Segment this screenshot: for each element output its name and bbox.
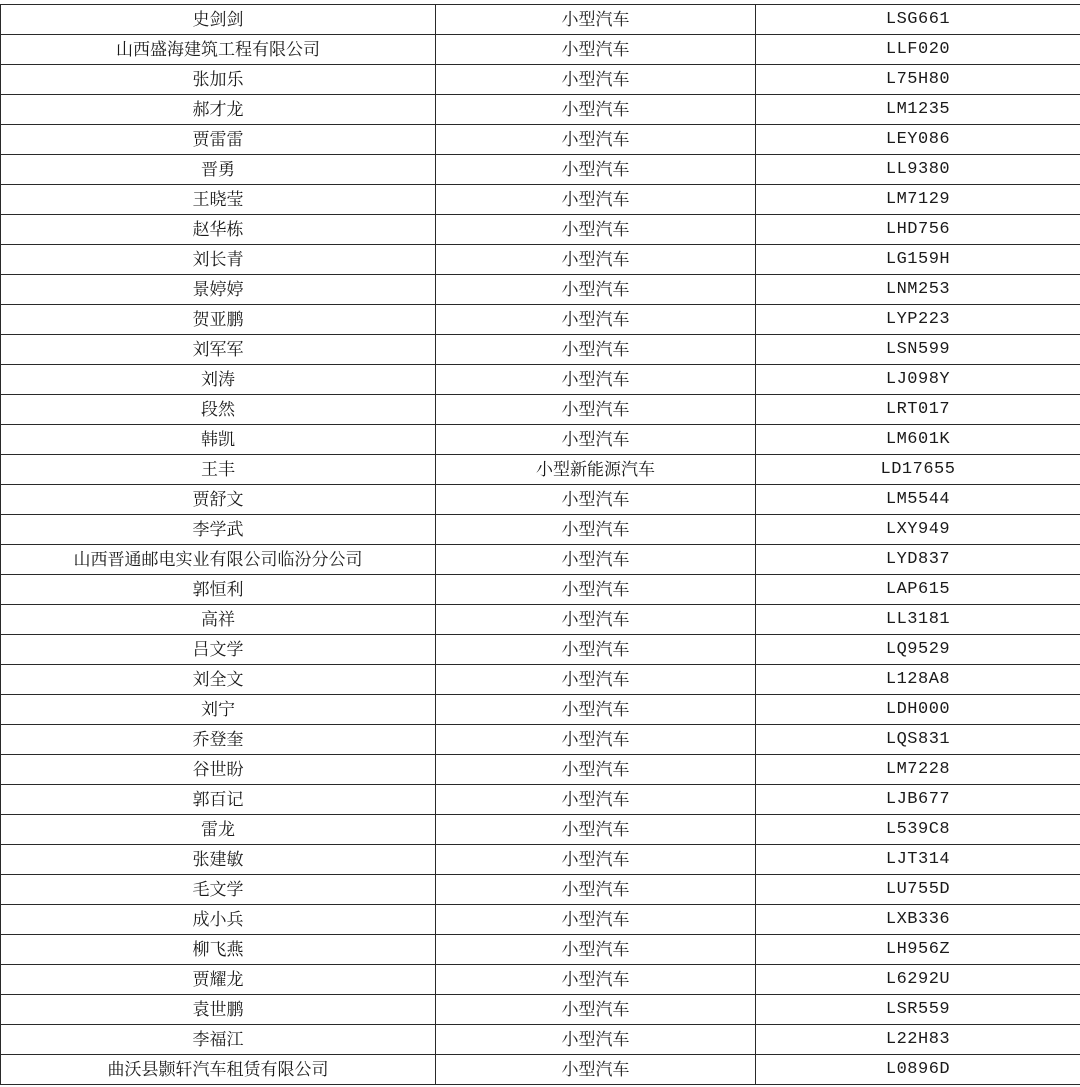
plate-number-cell: LH956Z bbox=[756, 935, 1080, 965]
plate-number-cell: LSN599 bbox=[756, 335, 1080, 365]
vehicle-type-cell: 小型汽车 bbox=[436, 1055, 756, 1085]
vehicle-type-cell: 小型汽车 bbox=[436, 1025, 756, 1055]
vehicle-type-cell: 小型汽车 bbox=[436, 995, 756, 1025]
owner-name-cell: 雷龙 bbox=[1, 815, 436, 845]
plate-number-cell: LM5544 bbox=[756, 485, 1080, 515]
plate-number-cell: L75H80 bbox=[756, 65, 1080, 95]
plate-number-cell: LYD837 bbox=[756, 545, 1080, 575]
vehicle-type-cell: 小型汽车 bbox=[436, 845, 756, 875]
table-row bbox=[1, 95, 1080, 125]
plate-number-cell: LDH000 bbox=[756, 695, 1080, 725]
owner-name-cell: 郭百记 bbox=[1, 785, 436, 815]
vehicle-type-cell: 小型新能源汽车 bbox=[436, 455, 756, 485]
table-row bbox=[1, 635, 1080, 665]
plate-number-cell: LM7129 bbox=[756, 185, 1080, 215]
vehicle-type-cell: 小型汽车 bbox=[436, 965, 756, 995]
plate-number-cell: LNM253 bbox=[756, 275, 1080, 305]
plate-number-cell: LM7228 bbox=[756, 755, 1080, 785]
vehicle-type-cell: 小型汽车 bbox=[436, 425, 756, 455]
vehicle-type-cell: 小型汽车 bbox=[436, 755, 756, 785]
table-row bbox=[1, 335, 1080, 365]
vehicle-type-cell: 小型汽车 bbox=[436, 485, 756, 515]
vehicle-type-cell: 小型汽车 bbox=[436, 635, 756, 665]
table-row bbox=[1, 755, 1080, 785]
vehicle-type-cell: 小型汽车 bbox=[436, 155, 756, 185]
vehicle-type-cell: 小型汽车 bbox=[436, 245, 756, 275]
table-row bbox=[1, 35, 1080, 65]
vehicle-type-cell: 小型汽车 bbox=[436, 935, 756, 965]
plate-number-cell: LJ098Y bbox=[756, 365, 1080, 395]
owner-name-cell: 郝才龙 bbox=[1, 95, 436, 125]
table-row bbox=[1, 305, 1080, 335]
plate-number-cell: LU755D bbox=[756, 875, 1080, 905]
owner-name-cell: 毛文学 bbox=[1, 875, 436, 905]
plate-number-cell: L6292U bbox=[756, 965, 1080, 995]
vehicle-owner-table bbox=[0, 4, 1080, 1085]
owner-name-cell: 韩凯 bbox=[1, 425, 436, 455]
plate-number-cell: LD17655 bbox=[756, 455, 1080, 485]
table-row bbox=[1, 185, 1080, 215]
owner-name-cell: 王丰 bbox=[1, 455, 436, 485]
owner-name-cell: 张建敏 bbox=[1, 845, 436, 875]
table-row bbox=[1, 815, 1080, 845]
owner-name-cell: 段然 bbox=[1, 395, 436, 425]
owner-name-cell: 贾舒文 bbox=[1, 485, 436, 515]
table-row bbox=[1, 605, 1080, 635]
plate-number-cell: L539C8 bbox=[756, 815, 1080, 845]
vehicle-type-cell: 小型汽车 bbox=[436, 5, 756, 35]
vehicle-type-cell: 小型汽车 bbox=[436, 725, 756, 755]
table-row bbox=[1, 965, 1080, 995]
vehicle-type-cell: 小型汽车 bbox=[436, 185, 756, 215]
owner-name-cell: 刘全文 bbox=[1, 665, 436, 695]
vehicle-type-cell: 小型汽车 bbox=[436, 815, 756, 845]
owner-name-cell: 赵华栋 bbox=[1, 215, 436, 245]
owner-name-cell: 曲沃县颢轩汽车租赁有限公司 bbox=[1, 1055, 436, 1085]
vehicle-type-cell: 小型汽车 bbox=[436, 905, 756, 935]
vehicle-type-cell: 小型汽车 bbox=[436, 665, 756, 695]
table-row bbox=[1, 845, 1080, 875]
plate-number-cell: LQS831 bbox=[756, 725, 1080, 755]
plate-number-cell: LEY086 bbox=[756, 125, 1080, 155]
vehicle-type-cell: 小型汽车 bbox=[436, 335, 756, 365]
owner-name-cell: 晋勇 bbox=[1, 155, 436, 185]
owner-name-cell: 刘宁 bbox=[1, 695, 436, 725]
plate-number-cell: LXB336 bbox=[756, 905, 1080, 935]
plate-number-cell: LQ9529 bbox=[756, 635, 1080, 665]
owner-name-cell: 王晓莹 bbox=[1, 185, 436, 215]
owner-name-cell: 史剑剑 bbox=[1, 5, 436, 35]
plate-number-cell: LM601K bbox=[756, 425, 1080, 455]
table-row bbox=[1, 515, 1080, 545]
table-body bbox=[1, 5, 1080, 1085]
owner-name-cell: 贺亚鹏 bbox=[1, 305, 436, 335]
plate-number-cell: LXY949 bbox=[756, 515, 1080, 545]
vehicle-type-cell: 小型汽车 bbox=[436, 515, 756, 545]
table-row bbox=[1, 995, 1080, 1025]
table-row bbox=[1, 785, 1080, 815]
plate-number-cell: LL9380 bbox=[756, 155, 1080, 185]
owner-name-cell: 刘长青 bbox=[1, 245, 436, 275]
table-row bbox=[1, 5, 1080, 35]
owner-name-cell: 袁世鹏 bbox=[1, 995, 436, 1025]
table-row bbox=[1, 665, 1080, 695]
table-row bbox=[1, 485, 1080, 515]
plate-number-cell: LM1235 bbox=[756, 95, 1080, 125]
vehicle-type-cell: 小型汽车 bbox=[436, 545, 756, 575]
owner-name-cell: 刘涛 bbox=[1, 365, 436, 395]
vehicle-type-cell: 小型汽车 bbox=[436, 395, 756, 425]
table-row bbox=[1, 545, 1080, 575]
plate-number-cell: L128A8 bbox=[756, 665, 1080, 695]
owner-name-cell: 谷世盼 bbox=[1, 755, 436, 785]
table-row bbox=[1, 905, 1080, 935]
owner-name-cell: 成小兵 bbox=[1, 905, 436, 935]
vehicle-type-cell: 小型汽车 bbox=[436, 125, 756, 155]
owner-name-cell: 高祥 bbox=[1, 605, 436, 635]
table-row bbox=[1, 455, 1080, 485]
table-row bbox=[1, 575, 1080, 605]
table-row bbox=[1, 65, 1080, 95]
owner-name-cell: 乔登奎 bbox=[1, 725, 436, 755]
owner-name-cell: 贾耀龙 bbox=[1, 965, 436, 995]
plate-number-cell: LLF020 bbox=[756, 35, 1080, 65]
table-row bbox=[1, 125, 1080, 155]
table-row bbox=[1, 1025, 1080, 1055]
owner-name-cell: 李学武 bbox=[1, 515, 436, 545]
vehicle-type-cell: 小型汽车 bbox=[436, 575, 756, 605]
vehicle-type-cell: 小型汽车 bbox=[436, 605, 756, 635]
plate-number-cell: LAP615 bbox=[756, 575, 1080, 605]
plate-number-cell: LHD756 bbox=[756, 215, 1080, 245]
table-row bbox=[1, 875, 1080, 905]
owner-name-cell: 吕文学 bbox=[1, 635, 436, 665]
table-row bbox=[1, 365, 1080, 395]
plate-number-cell: LRT017 bbox=[756, 395, 1080, 425]
owner-name-cell: 景婷婷 bbox=[1, 275, 436, 305]
table-row bbox=[1, 935, 1080, 965]
table-row bbox=[1, 155, 1080, 185]
table-row bbox=[1, 215, 1080, 245]
table-row bbox=[1, 425, 1080, 455]
owner-name-cell: 贾雷雷 bbox=[1, 125, 436, 155]
vehicle-type-cell: 小型汽车 bbox=[436, 875, 756, 905]
vehicle-type-cell: 小型汽车 bbox=[436, 275, 756, 305]
plate-number-cell: LG159H bbox=[756, 245, 1080, 275]
owner-name-cell: 柳飞燕 bbox=[1, 935, 436, 965]
vehicle-type-cell: 小型汽车 bbox=[436, 35, 756, 65]
plate-number-cell: LJT314 bbox=[756, 845, 1080, 875]
table-row bbox=[1, 245, 1080, 275]
plate-number-cell: LYP223 bbox=[756, 305, 1080, 335]
owner-name-cell: 山西盛海建筑工程有限公司 bbox=[1, 35, 436, 65]
vehicle-type-cell: 小型汽车 bbox=[436, 695, 756, 725]
owner-name-cell: 郭恒利 bbox=[1, 575, 436, 605]
plate-number-cell: LSR559 bbox=[756, 995, 1080, 1025]
vehicle-type-cell: 小型汽车 bbox=[436, 215, 756, 245]
owner-name-cell: 山西晋通邮电实业有限公司临汾分公司 bbox=[1, 545, 436, 575]
table-row bbox=[1, 275, 1080, 305]
vehicle-type-cell: 小型汽车 bbox=[436, 785, 756, 815]
table-row bbox=[1, 395, 1080, 425]
vehicle-type-cell: 小型汽车 bbox=[436, 305, 756, 335]
owner-name-cell: 李福江 bbox=[1, 1025, 436, 1055]
vehicle-type-cell: 小型汽车 bbox=[436, 95, 756, 125]
plate-number-cell: LL3181 bbox=[756, 605, 1080, 635]
plate-number-cell: L22H83 bbox=[756, 1025, 1080, 1055]
table-row bbox=[1, 1055, 1080, 1085]
owner-name-cell: 张加乐 bbox=[1, 65, 436, 95]
vehicle-type-cell: 小型汽车 bbox=[436, 365, 756, 395]
table-row bbox=[1, 695, 1080, 725]
table-row bbox=[1, 725, 1080, 755]
plate-number-cell: LSG661 bbox=[756, 5, 1080, 35]
plate-number-cell: LJB677 bbox=[756, 785, 1080, 815]
owner-name-cell: 刘军军 bbox=[1, 335, 436, 365]
vehicle-type-cell: 小型汽车 bbox=[436, 65, 756, 95]
plate-number-cell: L0896D bbox=[756, 1055, 1080, 1085]
